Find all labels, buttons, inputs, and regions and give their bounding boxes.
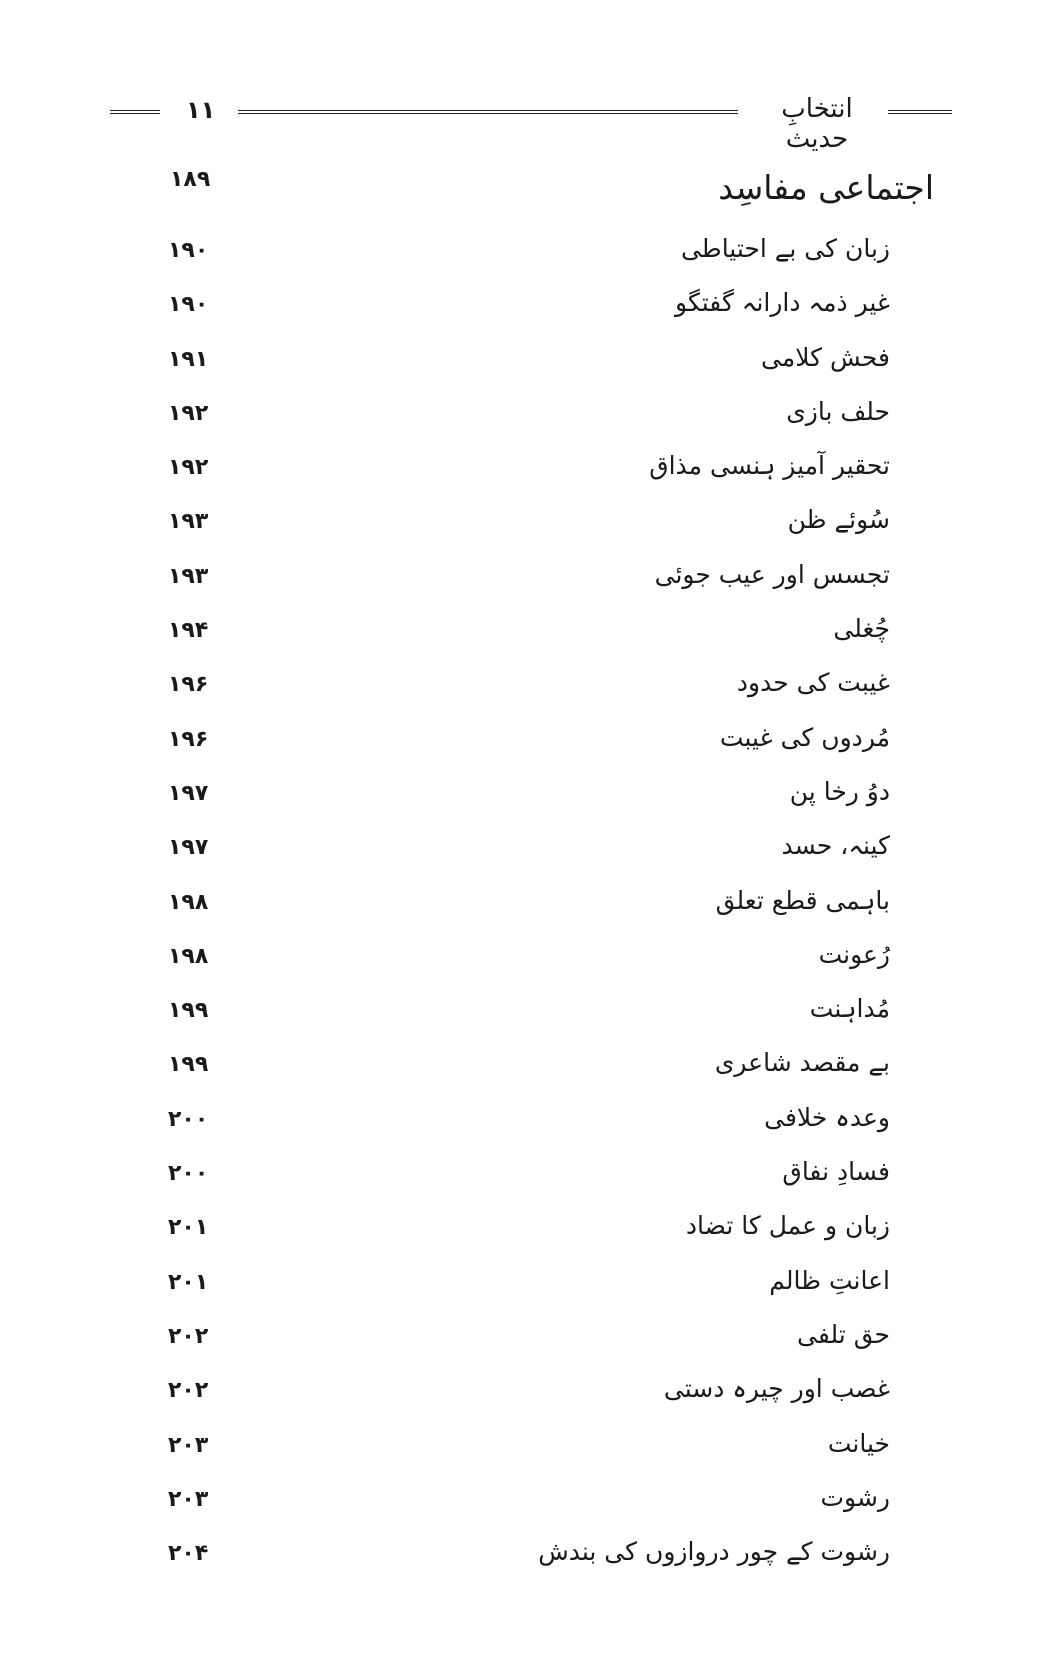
toc-entry-title: بے مقصد شاعری bbox=[714, 1048, 890, 1078]
toc-entry-page: ۲۰۱ bbox=[168, 1215, 209, 1241]
toc-entry bbox=[150, 393, 890, 447]
toc-entry-page: ۱۹۱ bbox=[168, 346, 209, 372]
toc-entry-title: غیر ذمہ دارانہ گفتگو bbox=[675, 288, 890, 318]
toc-entry-page: ۱۹۳ bbox=[168, 509, 209, 535]
toc-entry-title: رشوت کے چور دروازوں کی بندش bbox=[538, 1537, 890, 1567]
header-rule-left bbox=[110, 110, 160, 114]
toc-entry-page: ۲۰۰ bbox=[168, 1106, 209, 1132]
toc-entry-page: ۱۹۶ bbox=[168, 672, 209, 698]
toc-entry bbox=[150, 447, 890, 501]
toc-entry-page: ۱۹۷ bbox=[168, 780, 209, 806]
toc-entry-page: ۲۰۱ bbox=[168, 1269, 209, 1295]
toc-entry-list bbox=[150, 230, 890, 1587]
toc-entry-title: وعدہ خلافی bbox=[764, 1102, 890, 1132]
header-rule-right bbox=[888, 110, 952, 114]
toc-entry-title: دوُ رخا پن bbox=[789, 776, 890, 806]
toc-entry-title: باہمی قطع تعلق bbox=[715, 885, 890, 915]
section-heading: اجتماعی مفاسِد bbox=[718, 168, 934, 207]
toc-entry bbox=[150, 664, 890, 718]
toc-entry bbox=[150, 1316, 890, 1370]
header-book-title: انتخابِ حدیث bbox=[781, 94, 853, 154]
toc-entry-title: زبان کی بے احتیاطی bbox=[680, 234, 890, 263]
toc-entry-title: حق تلفی bbox=[797, 1319, 890, 1349]
toc-entry-page: ۲۰۴ bbox=[168, 1541, 209, 1567]
toc-entry bbox=[150, 936, 890, 990]
toc-entry-page: ۲۰۳ bbox=[168, 1486, 209, 1512]
toc-entry-title: فحش کلامی bbox=[761, 342, 890, 372]
toc-entry-page: ۱۹۰ bbox=[168, 292, 209, 318]
toc-entry-page: ۲۰۳ bbox=[168, 1432, 209, 1458]
toc-entry bbox=[150, 882, 890, 936]
toc-entry-title: فسادِ نفاق bbox=[782, 1157, 890, 1187]
toc-entry bbox=[150, 610, 890, 664]
toc-entry bbox=[150, 230, 890, 284]
toc-entry bbox=[150, 1207, 890, 1261]
toc-entry-page: ۱۹۹ bbox=[168, 998, 209, 1024]
toc-entry bbox=[150, 990, 890, 1044]
toc-entry-page: ۱۹۲ bbox=[168, 400, 209, 426]
toc-entry-page: ۱۹۸ bbox=[168, 943, 209, 969]
toc-entry-title: زبان و عمل کا تضاد bbox=[685, 1211, 890, 1241]
header-rule-middle bbox=[238, 110, 738, 114]
toc-entry-title: اعانتِ ظالم bbox=[769, 1265, 890, 1295]
toc-entry bbox=[150, 1044, 890, 1098]
toc-entry-title: خیانت bbox=[827, 1428, 890, 1458]
toc-entry bbox=[150, 1370, 890, 1424]
toc-entry-title: چُغلی bbox=[833, 614, 890, 644]
section-heading-page: ۱۸۹ bbox=[170, 167, 211, 192]
toc-entry-page: ۲۰۲ bbox=[168, 1378, 209, 1404]
toc-entry-page: ۲۰۲ bbox=[168, 1323, 209, 1349]
toc-entry-title: حلف بازی bbox=[786, 396, 890, 426]
toc-entry-title: رشوت bbox=[820, 1482, 890, 1512]
toc-entry bbox=[150, 284, 890, 338]
toc-entry bbox=[150, 827, 890, 881]
toc-entry-page: ۱۹۶ bbox=[168, 726, 209, 752]
toc-entry-page: ۱۹۲ bbox=[168, 455, 209, 481]
running-header bbox=[110, 92, 950, 154]
toc-entry bbox=[150, 501, 890, 555]
toc-entry bbox=[150, 1425, 890, 1479]
toc-entry bbox=[150, 339, 890, 393]
toc-entry bbox=[150, 556, 890, 610]
toc-entry-title: مُردوں کی غیبت bbox=[719, 722, 890, 752]
toc-entry-page: ۲۰۰ bbox=[168, 1161, 209, 1187]
toc-entry-title: مُداہنت bbox=[809, 994, 890, 1024]
toc-entry bbox=[150, 1262, 890, 1316]
toc-entry-page: ۱۹۴ bbox=[168, 618, 209, 644]
toc-entry bbox=[150, 1533, 890, 1587]
toc-entry-title: سُوئے ظن bbox=[787, 505, 890, 535]
toc-entry-page: ۱۹۰ bbox=[168, 238, 209, 263]
toc-entry-title: تجسس اور عیب جوئی bbox=[654, 559, 890, 589]
toc-entry-title: کینہ، حسد bbox=[781, 831, 890, 861]
toc-entry-title: رُعونت bbox=[818, 939, 890, 969]
toc-entry-title: غصب اور چیرہ دستی bbox=[663, 1374, 890, 1404]
toc-entry bbox=[150, 773, 890, 827]
toc-entry bbox=[150, 1099, 890, 1153]
toc-entry-page: ۱۹۳ bbox=[168, 563, 209, 589]
toc-entry-page: ۱۹۸ bbox=[168, 889, 209, 915]
toc-entry bbox=[150, 1479, 890, 1533]
toc-entry-title: غیبت کی حدود bbox=[736, 668, 890, 698]
toc-entry bbox=[150, 1153, 890, 1207]
header-page-number: ۱۱ bbox=[186, 96, 216, 124]
toc-entry bbox=[150, 719, 890, 773]
toc-entry-page: ۱۹۹ bbox=[168, 1052, 209, 1078]
toc-entry-title: تحقیر آمیز ہنسی مذاق bbox=[649, 451, 890, 481]
toc-entry-page: ۱۹۷ bbox=[168, 835, 209, 861]
